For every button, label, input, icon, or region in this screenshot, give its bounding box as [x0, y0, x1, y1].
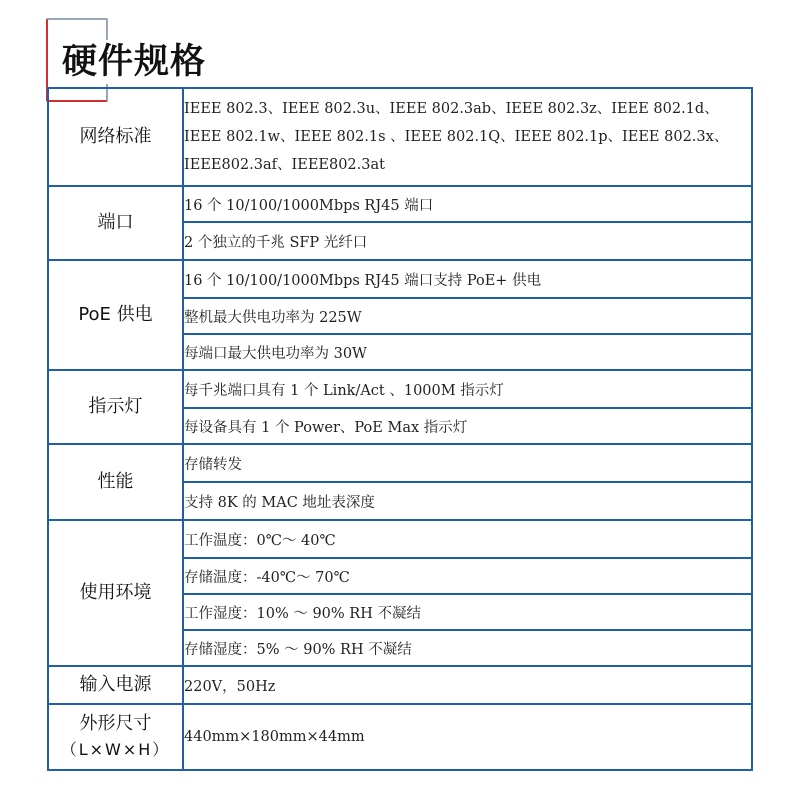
row-value-environment-3: 工作湿度：10% ～ 90% RH 不凝结: [183, 594, 752, 630]
table-row: [48, 88, 752, 186]
spec-table: [47, 87, 753, 771]
row-value-ports-1: 16 个 10/100/1000Mbps RJ45 端口: [183, 186, 752, 222]
row-value-environment-1: 工作温度：0℃～ 40℃: [183, 520, 752, 558]
row-label-environment: 使用环境: [48, 520, 183, 666]
table-row: [48, 520, 752, 558]
row-label-dimensions-cell: [48, 704, 183, 770]
table-row: [48, 666, 752, 704]
row-label-poe: PoE 供电: [48, 260, 183, 370]
row-value-power: 220V，50Hz: [183, 666, 752, 704]
table-row: [48, 444, 752, 482]
row-value-performance-2: 支持 8K 的 MAC 地址表深度: [183, 482, 752, 520]
row-label-indicators: 指示灯: [48, 370, 183, 444]
row-value-performance-1: 存储转发: [183, 444, 752, 482]
row-value-poe-1: 16 个 10/100/1000Mbps RJ45 端口支持 PoE+ 供电: [183, 260, 752, 298]
row-value-indicators-1: 每千兆端口具有 1 个 Link/Act 、1000M 指示灯: [183, 370, 752, 408]
page-title: 硬件规格: [62, 40, 212, 84]
row-label-dimensions-sub: （L×W×H）: [60, 740, 171, 759]
table-row: [48, 704, 752, 770]
row-value-indicators-2: 每设备具有 1 个 Power、PoE Max 指示灯: [183, 408, 752, 444]
row-label-performance: 性能: [48, 444, 183, 520]
row-label-ports: 端口: [48, 186, 183, 260]
row-label-dimensions: 外形尺寸: [79, 713, 152, 734]
row-value-network: IEEE 802.3、IEEE 802.3u、IEEE 802.3ab、IEEE 802.3z、IEEE 802.1d、IEEE 802.1w、IEEE 802.1s 、IEEE 802.1Q、IEEE 802.1p、IEEE 802.3x、IEEE802.3af、IEEE802.3at: [183, 88, 752, 186]
row-value-environment-2: 存储温度：-40℃～ 70℃: [183, 558, 752, 594]
table-row: [48, 370, 752, 408]
row-value-poe-3: 每端口最大供电功率为 30W: [183, 334, 752, 370]
table-row: [48, 260, 752, 298]
row-value-ports-2: 2 个独立的千兆 SFP 光纤口: [183, 222, 752, 260]
row-value-environment-4: 存储湿度：5% ～ 90% RH 不凝结: [183, 630, 752, 666]
row-value-poe-2: 整机最大供电功率为 225W: [183, 298, 752, 334]
row-label-power: 输入电源: [48, 666, 183, 704]
row-label-network: 网络标准: [48, 88, 183, 186]
row-value-dimensions: 440mm×180mm×44mm: [183, 704, 752, 770]
table-row: [48, 186, 752, 222]
